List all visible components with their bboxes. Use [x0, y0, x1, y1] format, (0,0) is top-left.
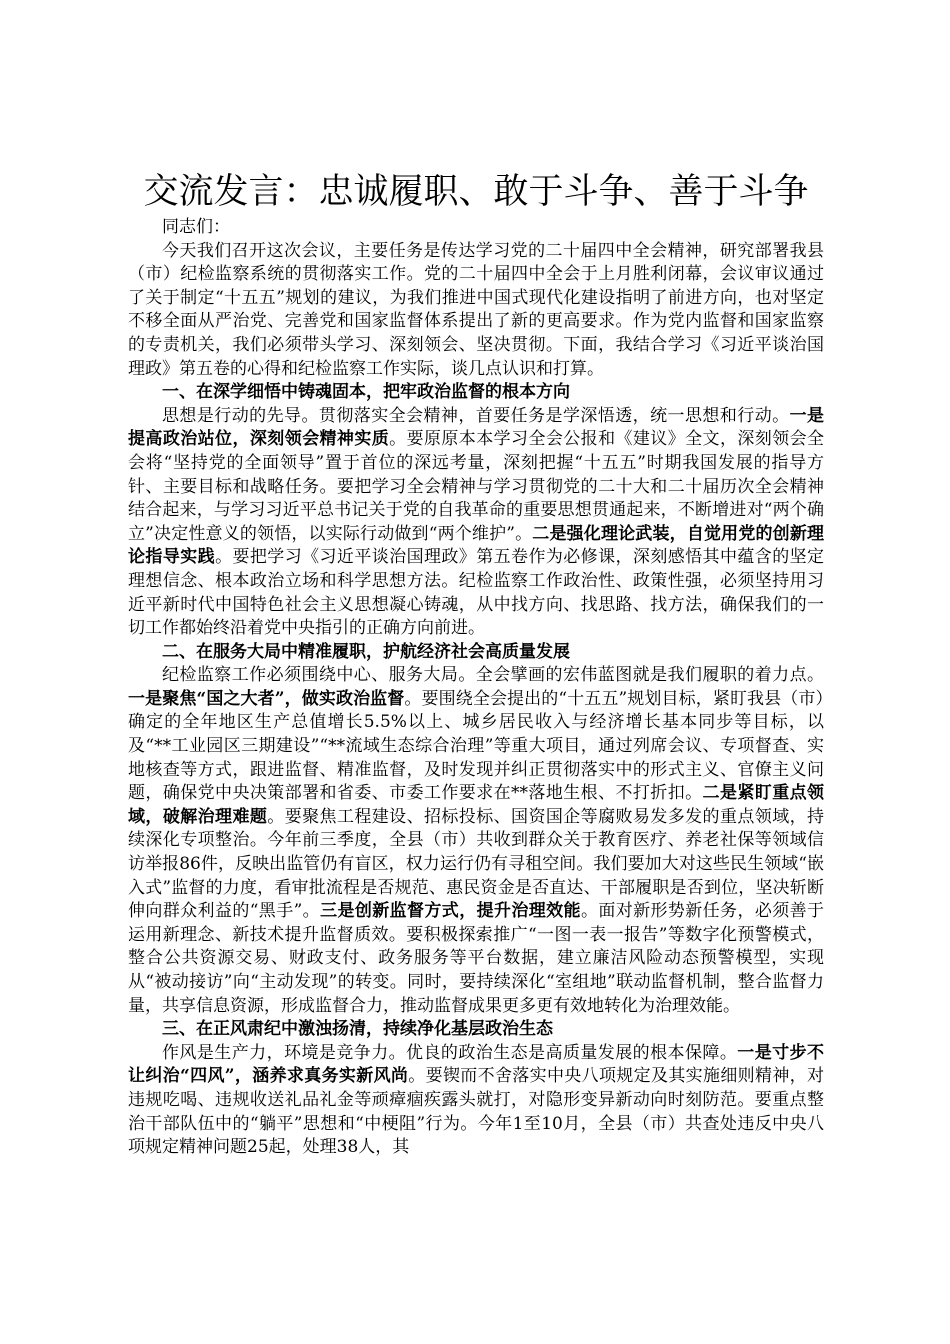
intro-paragraph: 今天我们召开这次会议，主要任务是传达学习党的二十届四中全会精神，研究部署我县（市）纪检监察系统的贯彻落实工作。党的二十届四中全会于上月胜利闭幕，会议审议通过了关于制定“十五五”规划的建议，为我们推进中国式现代化建设指明了前进方向，也对坚定不移全面从严治党、完善党和国家监督体系提出了新的更高要求。作为党内监督和国家监察的专责机关，我们必须带头学习、深刻领会、坚决贯彻。下面，我结合学习《习近平谈治国理政》第五卷的心得和纪检监察工作实际，谈几点认识和打算。 — [128, 240, 824, 379]
section-2-heading: 二、在服务大局中精准履职，护航经济社会高质量发展 — [162, 641, 570, 662]
section-1-heading: 一、在深学细悟中铸魂固本，把牢政治监督的根本方向 — [162, 382, 570, 403]
section-3-paragraph — [128, 1042, 824, 1160]
section-2-paragraph — [128, 664, 824, 1018]
section-2-point-2: 二是紧盯重点领域，破解治理难题 — [128, 783, 825, 827]
section-2-point-3: 三是创新监督方式，提升治理效能 — [320, 901, 581, 922]
document-title: 交流发言：忠诚履职、敢于斗争、善于斗争 — [143, 172, 809, 212]
section-2-text-2: 。要围绕全会提出的“十五五”规划目标，紧盯我县（市）确定的全年地区生产总值增长5.5%以上、城乡居民收入与经济增长基本同步等目标，以及“**工业园区三期建设”“**流域生态综合治理”等重大项目，通过列席会议、专项督查、实地核查等方式，跟进监督、精准监督，及时发现并纠正贯彻落实中的形式主义、官僚主义问题，确保党中央决策部署和省委、市委工作要求在**落地生根、不打折扣。 — [128, 688, 824, 804]
section-3-point-1: 一是寸步不让纠治“四风”，涵养求真务实新风尚 — [128, 1042, 825, 1087]
section-1-text-2: 。要原原本本学习全会公报和《建议》全文，深刻领会全会将“坚持党的全面领导”置于首位的深远考量，深刻把握“十五五”时期我国发展的指导方针、主要目标和战略任务。要把学习全会精神与学习贯彻党的二十大和二十届历次全会精神结合起来，与学习习近平总书记关于党的自我革命的重要思想贯通起来，不断增进对“两个确立”决定性意义的领悟，以实际行动做到“两个维护”。 — [128, 429, 825, 544]
section-1-point-2: 二是强化理论武装，自觉用党的创新理论指导实践 — [128, 523, 824, 568]
section-2-point-1: 一是聚焦“国之大者”，做实政治监督 — [128, 688, 405, 709]
section-3-text-1: 作风是生产力，环境是竞争力。优良的政治生态是高质量发展的根本保障。 — [162, 1042, 738, 1063]
section-3-heading: 三、在正风肃纪中激浊扬清，持续净化基层政治生态 — [162, 1019, 553, 1040]
section-2-text-4: 。面对新形势新任务，必须善于运用新理念、新技术提升监督质效。要积极探索推广“一图一表一报告”等数字化预警模式，整合公共资源交易、财政支付、政务服务等平台数据，建立廉洁风险动态预警模型，实现从“被动接访”向“主动发现”的转变。同时，要持续深化“室组地”联动监督机制，整合监督力量，共享信息资源，形成监督合力，推动监督成果更多更有效地转化为治理效能。 — [128, 901, 825, 1016]
document-page — [128, 168, 824, 1160]
section-1-text-1: 思想是行动的先导。贯彻落实全会精神，首要任务是学深悟透，统一思想和行动。 — [162, 405, 790, 426]
section-1-point-1: 一是提高政治站位，深刻领会精神实质 — [128, 405, 825, 450]
salutation: 同志们： — [162, 217, 230, 237]
section-1-text-3: 。要把学习《习近平谈治国理政》第五卷作为必修课，深刻感悟其中蕴含的坚定理想信念、根本政治立场和科学思想方法。纪检监察工作政治性、政策性强，必须坚持用习近平新时代中国特色社会主义思想凝心铸魂，从中找方向、找思路、找方法，确保我们的一切工作都始终沿着党中央指引的正确方向前进。 — [128, 547, 825, 639]
section-2-text-1: 纪检监察工作必须围绕中心、服务大局。全会擘画的宏伟蓝图就是我们履职的着力点。 — [162, 665, 824, 686]
section-2-text-3: 。要聚焦工程建设、招标投标、国资国企等腐败易发多发的重点领域，持续深化专项整治。今年前三季度，全县（市）共收到群众关于教育医疗、养老社保等领域信访举报86件，反映出监管仍有盲区，权力运行仍有寻租空间。我们要加大对这些民生领域“嵌入式”监督的力度，看审批流程是否规范、惠民资金是否直达、干部履职是否到位，坚决斩断伸向群众利益的“黑手”。 — [128, 806, 825, 922]
section-3-text-2: 。要锲而不舍落实中央八项规定及其实施细则精神，对违规吃喝、违规收送礼品礼金等顽瘴痼疾露头就打，对隐形变异新动向时刻防范。要重点整治干部队伍中的“躺平”思想和“中梗阻”行为。今年1至10月，全县（市）共查处违反中央八项规定精神问题25起，处理38人，其 — [128, 1066, 825, 1158]
section-1-paragraph — [128, 405, 824, 641]
